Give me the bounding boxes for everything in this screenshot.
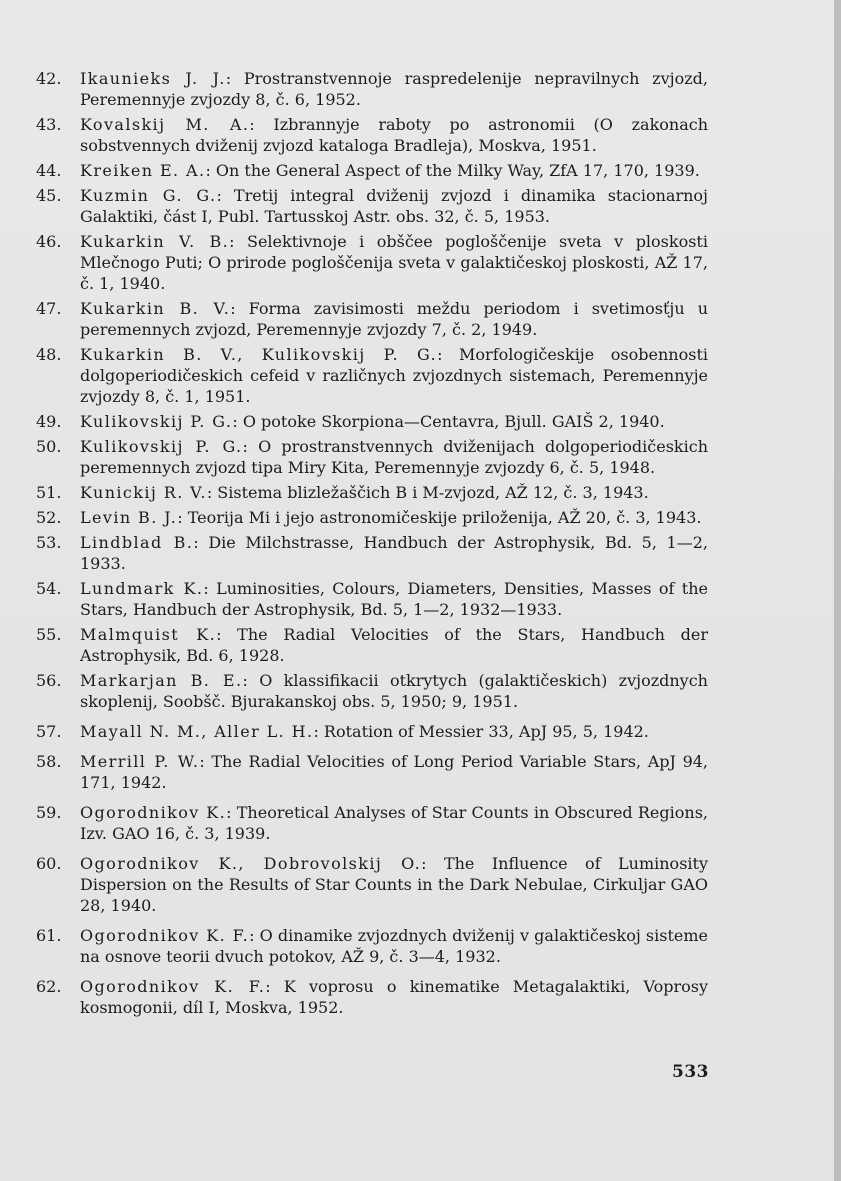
reference-text: : Luminosities, Colours, Diameters, Densities, Masses of the Stars, Handbuch der Astrophysik, Bd. 5, 1—2, 1932—1933. [80, 579, 708, 619]
reference-author: Kovalskij M. A. [80, 115, 250, 134]
reference-number: 52. [36, 508, 62, 527]
reference-item [36, 160, 708, 181]
reference-author: Kreiken E. A. [80, 161, 206, 180]
reference-author: Kuzmin G. G. [80, 186, 217, 205]
reference-number: 53. [36, 533, 62, 552]
reference-item [36, 185, 708, 227]
reference-item [36, 976, 708, 1018]
reference-author: Malmquist K. [80, 625, 217, 644]
reference-number: 58. [36, 752, 62, 771]
reference-author: Markarjan B. E. [80, 671, 243, 690]
reference-number: 57. [36, 722, 62, 741]
reference-list [36, 68, 708, 1022]
reference-text: : Selektivnoje i obščee pogloščenije sveta v ploskosti Mlečnogo Puti; O prirode pogloščenija sveta v galaktičeskoj ploskosti, AŽ 17, č. 1, 1940. [80, 232, 708, 293]
reference-item [36, 578, 708, 620]
reference-item [36, 482, 708, 503]
reference-text: : Theoretical Analyses of Star Counts in Obscured Regions, Izv. GAO 16, č. 3, 1939. [80, 803, 708, 843]
reference-author: Kunickij R. V. [80, 483, 207, 502]
reference-number: 60. [36, 854, 62, 873]
reference-text: : O klassifikacii otkrytych (galaktičeskich) zvjozdnych skoplenij, Soobšč. Bjurakanskoj obs. 5, 1950; 9, 1951. [80, 671, 708, 711]
reference-text: : The Radial Velocities of the Stars, Handbuch der Astrophysik, Bd. 6, 1928. [80, 625, 708, 665]
reference-number: 48. [36, 345, 62, 364]
reference-author: Kukarkin B. V. [80, 299, 231, 318]
reference-text: : O potoke Skorpiona—Centavra, Bjull. GAIŠ 2, 1940. [232, 412, 665, 431]
reference-text: : O dinamike zvjozdnych dviženij v galaktičeskoj sisteme na osnove teorii dvuch potokov, AŽ 9, č. 3—4, 1932. [80, 926, 709, 966]
reference-author: Ogorodnikov K. F. [80, 926, 250, 945]
reference-text: : Sistema blizležaščich B i M-zvjozd, AŽ 12, č. 3, 1943. [206, 483, 649, 502]
reference-number: 61. [36, 926, 62, 945]
reference-item [36, 436, 708, 478]
reference-number: 51. [36, 483, 62, 502]
reference-item [36, 925, 708, 967]
reference-text: : The Radial Velocities of Long Period Variable Stars, ApJ 94, 171, 1942. [80, 752, 709, 792]
reference-text: : Izbrannyje raboty po astronomii (O zakonach sobstvennych dviženij zvjozd kataloga Bradleja), Moskva, 1951. [80, 115, 709, 155]
reference-text: : On the General Aspect of the Milky Way, ZfA 17, 170, 1939. [205, 161, 700, 180]
reference-item [36, 411, 708, 432]
reference-item [36, 624, 708, 666]
reference-author: Ogorodnikov K., Dobrovolskij O. [80, 854, 422, 873]
reference-item [36, 532, 708, 574]
reference-author: Ogorodnikov K. F. [80, 977, 266, 996]
reference-author: Kukarkin B. V., Kulikovskij P. G. [80, 345, 438, 364]
reference-number: 56. [36, 671, 62, 690]
reference-number: 44. [36, 161, 62, 180]
reference-text: : The Influence of Luminosity Dispersion on the Results of Star Counts in the Dark Nebulae, Cirkuljar GAO 28, 1940. [80, 854, 708, 915]
reference-author: Lundmark K. [80, 579, 204, 598]
reference-item [36, 298, 708, 340]
reference-item [36, 802, 708, 844]
reference-text: : Tretij integral dviženij zvjozd i dinamika stacionarnoj Galaktiki, část I, Publ. Tartusskoj Astr. obs. 32, č. 5, 1953. [80, 186, 708, 226]
reference-item [36, 68, 708, 110]
reference-text: : Rotation of Messier 33, ApJ 95, 5, 1942. [313, 722, 649, 741]
reference-text: : Forma zavisimosti meždu periodom i svetimosťju u peremennych zvjozd, Peremennyje zvjozdy 7, č. 2, 1949. [80, 299, 708, 339]
reference-item [36, 114, 708, 156]
reference-number: 45. [36, 186, 62, 205]
reference-author: Ikaunieks J. J. [80, 69, 226, 88]
reference-number: 47. [36, 299, 62, 318]
page-number: 533 [672, 1062, 709, 1082]
reference-item [36, 721, 708, 742]
reference-text: : Die Milchstrasse, Handbuch der Astrophysik, Bd. 5, 1—2, 1933. [80, 533, 709, 573]
reference-number: 55. [36, 625, 62, 644]
reference-author: Ogorodnikov K. [80, 803, 227, 822]
reference-number: 62. [36, 977, 62, 996]
reference-author: Merrill P. W. [80, 752, 200, 771]
reference-item [36, 670, 708, 712]
reference-author: Mayall N. M., Aller L. H. [80, 722, 314, 741]
reference-text: : K voprosu o kinematike Metagalaktiki, Voprosy kosmogonii, díl I, Moskva, 1952. [80, 977, 708, 1017]
reference-item [36, 853, 708, 916]
reference-text: : Prostranstvennoje raspredelenije nepravilnych zvjozd, Peremennyje zvjozdy 8, č. 6, 1952. [80, 69, 709, 109]
reference-author: Kukarkin V. B. [80, 232, 230, 251]
reference-text: : Morfologičeskije osobennosti dolgoperiodičeskich cefeid v različnych zvjozdnych sistemach, Peremennyje zvjozdy 8, č. 1, 1951. [80, 345, 708, 406]
reference-text: : Teorija Mi i jejo astronomičeskije priloženija, AŽ 20, č. 3, 1943. [177, 508, 702, 527]
reference-number: 59. [36, 803, 62, 822]
reference-text: : O prostranstvennych dviženijach dolgoperiodičeskich peremennych zvjozd tipa Miry Kita, Peremennyje zvjozdy 6, č. 5, 1948. [80, 437, 708, 477]
reference-author: Kulikovskij P. G. [80, 437, 243, 456]
reference-author: Levin B. J. [80, 508, 178, 527]
reference-number: 54. [36, 579, 62, 598]
reference-number: 43. [36, 115, 62, 134]
reference-number: 49. [36, 412, 62, 431]
page-edge [834, 0, 841, 1181]
reference-number: 50. [36, 437, 62, 456]
reference-number: 46. [36, 232, 62, 251]
reference-number: 42. [36, 69, 62, 88]
reference-item [36, 751, 708, 793]
reference-author: Kulikovskij P. G. [80, 412, 233, 431]
reference-item [36, 344, 708, 407]
reference-item [36, 507, 708, 528]
reference-author: Lindblad B. [80, 533, 194, 552]
reference-item [36, 231, 708, 294]
